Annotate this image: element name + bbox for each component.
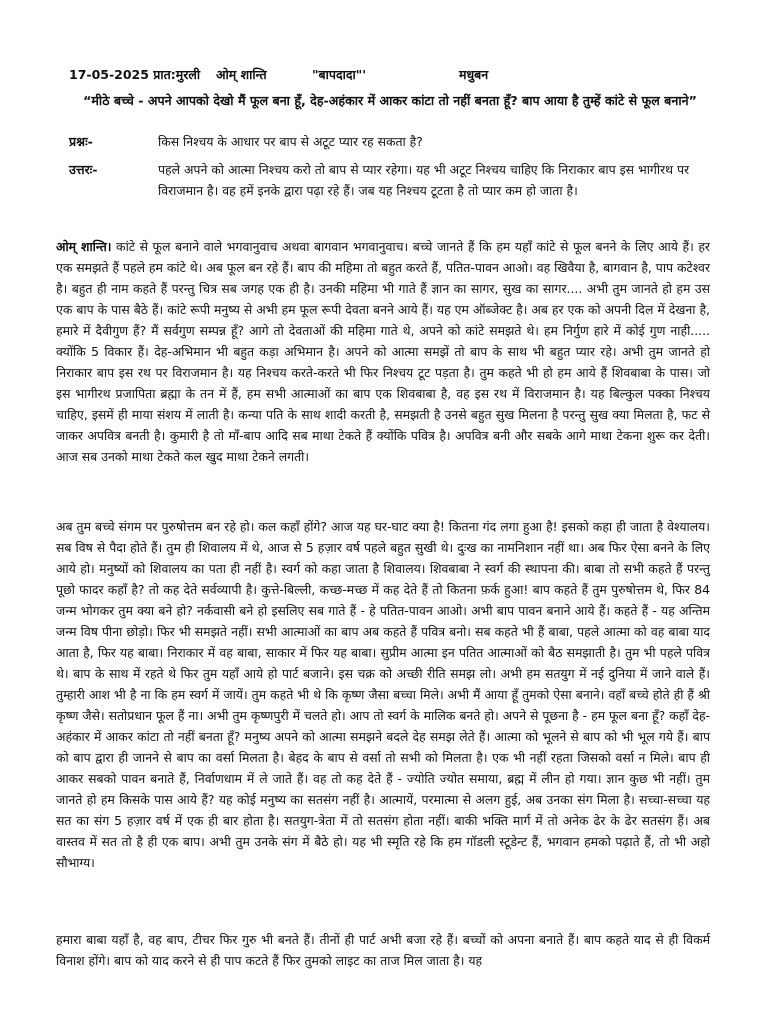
question-row (69, 131, 709, 153)
paragraph-3: हमारा बाबा यहाँ है, वह बाप, टीचर फिर गुरु भी बनते हैं। तीनों ही पार्ट अभी बजा रहे हैं। बच्चों को अपना बनाते हैं। बाप कहते याद से ही विकर्म विनाश होंगे। बाप को याद करने से ही पाप कटते हैं फिर तुमको लाइट का ताज मिल जाता है। यह (56, 932, 710, 968)
answer-label: उत्तरः- (69, 162, 98, 177)
madhuban-heading: मधुबन (459, 67, 489, 82)
paragraph-1-text: कांटे से फूल बनाने वाले भगवानुवाच अथवा बागवान भगवानुवाच। बच्चे जानते हैं कि हम यहाँ कांटे से फूल बनने के लिए आये हैं। हर एक समझते हैं पहले हम कांटे थे। अब फूल बन रहे हैं। बाप की महिमा तो बहुत करते हैं, पतित-पावन आओ। वह खिवैया है, बागवान है, पाप कटेश्वर है। बहुत ही नाम कहते हैं परन्तु चित्र सब जगह एक ही है। उनकी महिमा भी गाते हैं ज्ञान का सागर, सुख का सागर.... अभी तुम जानते हो हम उस एक बाप के पास बैठे हैं। कांटे रूपी मनुष्य से अभी हम फूल रूपी देवता बनने आये हैं। यह एम ऑब्जेक्ट है। अब हर एक को अपनी दिल में देखना है, हमारे में दैवीगुण हैं? मैं सर्वगुण सम्पन्न हूँ? आगे तो देवताओं की महिमा गाते थे, अपने को कांटे समझते थे। हम निर्गुण हारे में कोई गुण नाही..... क्योंकि 5 विकार हैं। देह-अभिमान भी बहुत कड़ा अभिमान है। अपने को आत्मा समझें तो बाप के साथ भी बहुत प्यार रहे। अभी तुम जानते हो निराकार बाप इस रथ पर विराजमान है। यह निश्चय करते-करते भी फिर निश्चय टूट पड़ता है। तुम कहते भी हो हम आये हैं शिवबाबा के पास। जो इस भागीरथ प्रजापिता ब्रह्मा के तन में हैं, हम सभी आत्माओं का बाप एक शिवबाबा है, वह इस रथ में विराजमान है। यह बिल्कुल पक्का निश्चय चाहिए, इसमें ही माया संशय में लाती है। कन्या पति के साथ शादी करती है, समझती है उनसे बहुत सुख मिलना है परन्तु सुख क्या मिलता है, फट से जाकर अपवित्र बनती है। कुमारी है तो माँ-बाप आदि सब माथा टेकते हैं क्योंकि पवित्र है। अपवित्र बनी और सबके आगे माथा टेकना शुरू कर देती। आज सब उनको माथा टेकते कल खुद माथा टेकने लगती। (56, 239, 711, 464)
header-line (69, 66, 709, 84)
question-text: किस निश्चय के आधार पर बाप से अटूट प्यार रह सकता है? (158, 134, 423, 149)
om-shanti-heading: ओम् शान्ति (216, 67, 267, 82)
question-label: प्रश्नः- (69, 134, 93, 149)
paragraph-1 (56, 236, 710, 467)
bapdada-heading: "बापदादा"' (312, 67, 367, 82)
answer-row (69, 159, 709, 223)
page-title: “मीठे बच्चे - अपने आपको देखो मैं फूल बना हूँ, देह-अहंकार में आकर कांटा तो नहीं बनता हूँ? बाप आया है तुम्हें कांटे से फूल बनाने” (83, 93, 697, 108)
date-label: 17-05-2025 प्रात:मुरली (69, 67, 201, 82)
paragraph-1-lead: ओम् शान्ति। (56, 239, 112, 254)
answer-text: पहले अपने को आत्मा निश्चय करो तो बाप से प्यार रहेगा। यह भी अटूट निश्चय चाहिए कि निराकार बाप इस भागीरथ पर विराजमान है। वह हमें इनके द्वारा पढ़ा रहे हैं। जब यह निश्चय टूटता है तो प्यार कम हो जाता है। (158, 162, 690, 198)
paragraph-2: अब तुम बच्चे संगम पर पुरुषोत्तम बन रहे हो। कल कहाँ होंगे? आज यह घर-घाट क्या है! कितना गंद लगा हुआ है! इसको कहा ही जाता है वेश्यालय। सब विष से पैदा होते हैं। तुम ही शिवालय में थे, आज से 5 हज़ार वर्ष पहले बहुत सुखी थे। दुःख का नामनिशान नहीं था। अब फिर ऐसा बनने के लिए आये हो। मनुष्यों को शिवालय का पता ही नहीं है। स्वर्ग को कहा जाता है शिवालय। शिवबाबा ने स्वर्ग की स्थापना की। बाबा तो सभी कहते हैं परन्तु पूछो फादर कहाँ है? तो कह देते सर्वव्यापी है। कुत्ते-बिल्ली, कच्छ-मच्छ में कह देते हैं तो कितना फ़र्क हुआ! बाप कहते हैं तुम पुरुषोत्तम थे, फिर 84 जन्म भोगकर तुम क्या बने हो? नर्कवासी बने हो इसलिए सब गाते हैं - हे पतित-पावन आओ। अभी बाप पावन बनाने आये हैं। कहते हैं - यह अन्तिम जन्म विष पीना छोड़ो। फिर भी समझते नहीं। सभी आत्माओं का बाप अब कहते हैं पवित्र बनो। सब कहते भी हैं बाबा, पहले आत्मा को वह बाबा याद आता है, फिर यह बाबा। निराकार में वह बाबा, साकार में फिर यह बाबा। सुप्रीम आत्मा इन पतित आत्माओं को बैठ समझाती है। तुम भी पहले पवित्र थे। बाप के साथ में रहते थे फिर तुम यहाँ आये हो पार्ट बजाने। इस चक्र को अच्छी रीति समझ लो। अभी हम सतयुग में नई दुनिया में जाने वाले हैं। तुम्हारी आश भी है ना कि हम स्वर्ग में जायें। तुम कहते भी थे कि कृष्ण जैसा बच्चा मिले। अभी मैं आया हूँ तुमको ऐसा बनाने। वहाँ बच्चे होते ही हैं श्री कृष्ण जैसे। सतोप्रधान फूल हैं ना। अभी तुम कृष्णपुरी में चलते हो। आप तो स्वर्ग के मालिक बनते हो। अपने से पूछना है - हम फूल बना हूँ? कहाँ देह-अहंकार में आकर कांटा तो नहीं बनता हूँ? मनुष्य अपने को आत्मा समझने बदले देह समझ लेते हैं। आत्मा को भूलने से बाप को भी भूल गये हैं। बाप को बाप द्वारा ही जानने से बाप का वर्सा मिलता है। बेहद के बाप से वर्सा तो सभी को मिलता है। एक भी नहीं रहता जिसको वर्सा न मिले। बाप ही आकर सबको पावन बनाते हैं, निर्वाणधाम में ले जाते हैं। वह तो कह देते हैं - ज्योति ज्योत समाया, ब्रह्म में लीन हो गया। ज्ञान कुछ भी नहीं। तुम जानते हो हम किसके पास आये हैं? यह कोई मनुष्य का सतसंग नहीं है। आत्मायें, परमात्मा से अलग हुई, अब उनका संग मिला है। सच्चा-सच्चा यह सत का संग 5 हज़ार वर्ष में एक ही बार होता है। सतयुग-त्रेता में तो सतसंग होता नहीं। बाकी भक्ति मार्ग में तो अनेक ढेर के ढेर सतसंग हैं। अब वास्तव में सत तो है ही एक बाप। अभी तुम उनके संग में बैठे हो। यह भी स्मृति रहे कि हम गॉडली स्टूडेन्ट हैं, भगवान हमको पढ़ाते हैं, तो भी अहो सौभाग्य। (56, 519, 711, 870)
